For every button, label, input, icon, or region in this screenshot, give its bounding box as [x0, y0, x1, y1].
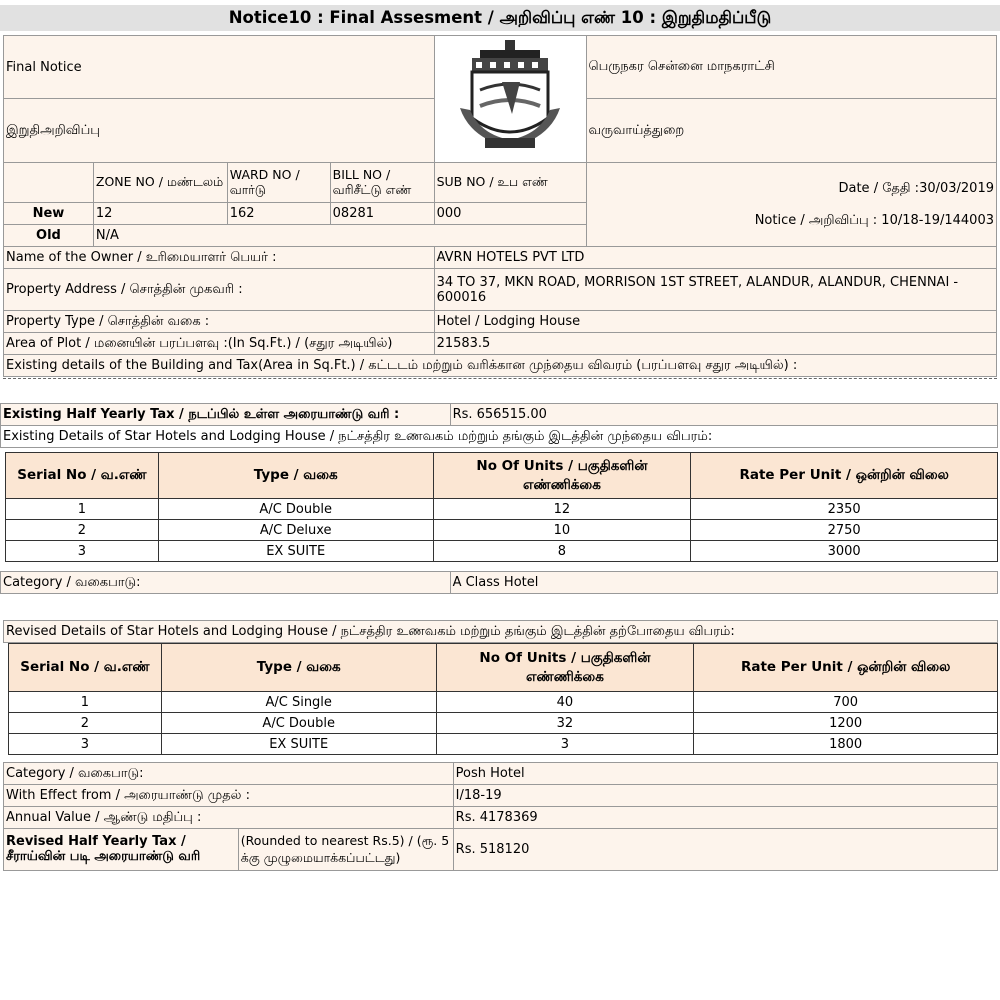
annual-value: Rs. 4178369	[453, 807, 997, 829]
units-cell: 10	[433, 520, 691, 541]
divider	[3, 378, 997, 379]
annual-value-label: Annual Value / ஆண்டு மதிப்பு :	[4, 807, 454, 829]
units-cell: 32	[436, 713, 694, 734]
header-table	[3, 35, 997, 377]
zone-new: 12	[93, 203, 227, 225]
existing-category-value: A Class Hotel	[450, 572, 997, 594]
serial-cell: 1	[9, 692, 162, 713]
units-cell: 40	[436, 692, 694, 713]
rate-cell: 1800	[694, 734, 998, 755]
final-notice-ta: இறுதிஅறிவிப்பு	[4, 99, 435, 163]
revised-tax-label: Revised Half Yearly Tax / சீராய்வின் படி அரையாண்டு வரி	[4, 829, 239, 871]
property-type-label: Property Type / சொத்தின் வகை :	[4, 311, 435, 333]
revised-units-table	[8, 643, 998, 755]
rate-cell: 1200	[694, 713, 998, 734]
notice-value: 10/18-19/144003	[881, 212, 994, 228]
page-title: Notice10 : Final Assesment / அறிவிப்பு எண் 10 : இறுதிமதிப்பீடு	[0, 5, 1000, 31]
revised-category-label: Category / வகைபாடு:	[4, 763, 454, 785]
type-cell: EX SUITE	[161, 734, 436, 755]
rate-cell: 700	[694, 692, 998, 713]
type-cell: EX SUITE	[158, 541, 433, 562]
zone-old: N/A	[93, 225, 586, 247]
revised-summary-table	[3, 762, 998, 871]
table-row	[6, 499, 998, 520]
department-name: வருவாய்த்துறை	[586, 99, 997, 163]
corporation-seal	[434, 36, 586, 163]
serial-cell: 2	[9, 713, 162, 734]
serial-cell: 1	[6, 499, 159, 520]
new-label: New	[4, 203, 94, 225]
table-row	[9, 713, 998, 734]
rate-cell: 2350	[691, 499, 998, 520]
units-cell: 3	[436, 734, 694, 755]
existing-tax-value: Rs. 656515.00	[450, 404, 997, 426]
rate-cell: 3000	[691, 541, 998, 562]
ward-label: WARD NO / வார்டு	[227, 163, 330, 203]
address-label: Property Address / சொத்தின் முகவரி :	[4, 269, 435, 311]
units-cell: 8	[433, 541, 691, 562]
units-cell: 12	[433, 499, 691, 520]
col-type: Type / வகை	[161, 644, 436, 692]
owner-value: AVRN HOTELS PVT LTD	[434, 247, 996, 269]
date-value: 30/03/2019	[919, 180, 994, 196]
col-rate: Rate Per Unit / ஒன்றின் விலை	[691, 453, 998, 499]
existing-units-table	[5, 452, 998, 562]
table-row	[9, 692, 998, 713]
col-serial: Serial No / வ.எண்	[9, 644, 162, 692]
existing-tax-label: Existing Half Yearly Tax / நடப்பில் உள்ள அரையாண்டு வரி :	[1, 404, 451, 426]
ward-new: 162	[227, 203, 330, 225]
revised-details-title: Revised Details of Star Hotels and Lodging House / நட்சத்திர உணவகம் மற்றும் தங்கும் இடத்தின் தற்போதைய விபரம்:	[4, 621, 998, 643]
type-cell: A/C Deluxe	[158, 520, 433, 541]
existing-tax-table	[0, 403, 998, 448]
revised-title-table	[3, 620, 998, 643]
type-cell: A/C Double	[161, 713, 436, 734]
col-units: No Of Units / பகுதிகளின் எண்ணிக்கை	[433, 453, 691, 499]
area-label: Area of Plot / மனையின் பரப்பளவு :(In Sq.Ft.) / (சதுர அடியில்)	[4, 333, 435, 355]
col-serial: Serial No / வ.எண்	[6, 453, 159, 499]
corporation-name: பெருநகர சென்னை மாநகராட்சி	[586, 36, 997, 99]
final-notice-en: Final Notice	[4, 36, 435, 99]
area-value: 21583.5	[434, 333, 996, 355]
table-row	[6, 520, 998, 541]
zone-label: ZONE NO / மண்டலம்	[93, 163, 227, 203]
existing-details-label: Existing details of the Building and Tax(Area in Sq.Ft.) / கட்டடம் மற்றும் வரிக்கான முந்தைய விவரம் (பரப்பளவு சதுர அடியில்) :	[4, 355, 997, 377]
sub-label: SUB NO / உப எண்	[434, 163, 586, 203]
rate-cell: 2750	[691, 520, 998, 541]
property-type-value: Hotel / Lodging House	[434, 311, 996, 333]
type-cell: A/C Single	[161, 692, 436, 713]
old-label: Old	[4, 225, 94, 247]
effect-value: I/18-19	[453, 785, 997, 807]
revised-tax-value: Rs. 518120	[453, 829, 997, 871]
notice-label: Notice / அறிவிப்பு :	[754, 212, 882, 228]
type-cell: A/C Double	[158, 499, 433, 520]
owner-label: Name of the Owner / உரிமையாளர் பெயர் :	[4, 247, 435, 269]
revised-tax-note: (Rounded to nearest Rs.5) / (ரூ. 5 க்கு முழுமையாக்கப்பட்டது)	[238, 829, 453, 871]
sub-new: 000	[434, 203, 586, 225]
serial-cell: 3	[9, 734, 162, 755]
effect-label: With Effect from / அரையாண்டு முதல் :	[4, 785, 454, 807]
bill-new: 08281	[330, 203, 434, 225]
revised-category-value: Posh Hotel	[453, 763, 997, 785]
date-label: Date / தேதி :	[838, 180, 920, 196]
existing-category-label: Category / வகைபாடு:	[1, 572, 451, 594]
table-row	[6, 541, 998, 562]
bill-label: BILL NO / வரிசீட்டு எண்	[330, 163, 434, 203]
existing-category-table	[0, 571, 998, 594]
col-type: Type / வகை	[158, 453, 433, 499]
table-row	[9, 734, 998, 755]
serial-cell: 3	[6, 541, 159, 562]
serial-cell: 2	[6, 520, 159, 541]
col-rate: Rate Per Unit / ஒன்றின் விலை	[694, 644, 998, 692]
existing-details-title: Existing Details of Star Hotels and Lodging House / நட்சத்திர உணவகம் மற்றும் தங்கும் இடத்தின் முந்தைய விபரம்:	[1, 426, 998, 448]
col-units: No Of Units / பகுதிகளின் எண்ணிக்கை	[436, 644, 694, 692]
address-value: 34 TO 37, MKN ROAD, MORRISON 1ST STREET, ALANDUR, ALANDUR, CHENNAI - 600016	[434, 269, 996, 311]
chennai-corporation-seal-icon	[450, 38, 570, 156]
